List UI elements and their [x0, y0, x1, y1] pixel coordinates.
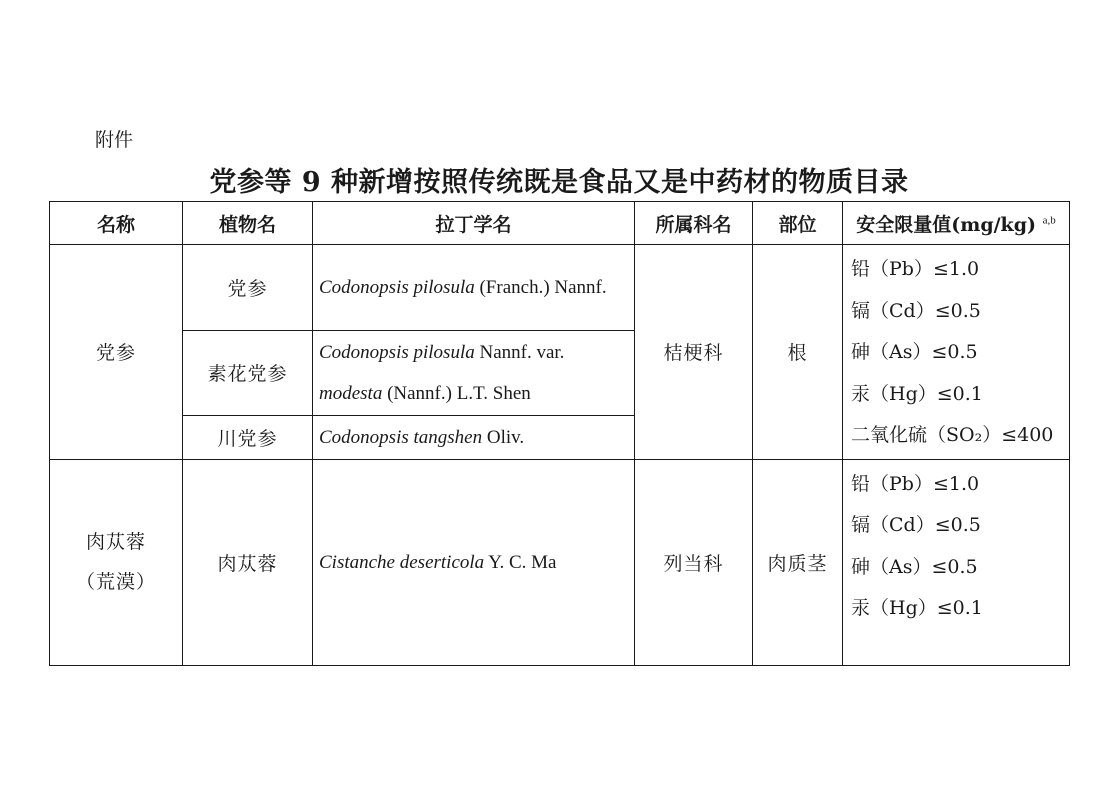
- latin-authority: Oliv.: [482, 426, 525, 448]
- group1-latin-3: [313, 416, 635, 459]
- header-family: 所属科名: [635, 202, 753, 245]
- header-latin: 拉丁学名: [313, 202, 635, 245]
- header-plant: 植物名: [183, 202, 313, 245]
- group2-family: 列当科: [635, 459, 753, 665]
- limit-item: 铅（Pb）≤1.0: [851, 472, 980, 495]
- limit-item: 铅（Pb）≤1.0: [851, 258, 980, 280]
- limit-item: 镉（Cd）≤0.5: [851, 514, 981, 536]
- group2-name-line1: 肉苁蓉: [85, 531, 146, 553]
- group2-name-line2: （荒漠）: [75, 571, 156, 593]
- group1-family: 桔梗科: [635, 245, 753, 460]
- group1-name: 党参: [50, 245, 183, 460]
- limit-item: 汞（Hg）≤0.1: [851, 597, 983, 619]
- group1-latin-2: [313, 330, 635, 416]
- limit-item: 砷（As）≤0.5: [851, 341, 978, 363]
- group1-plant-1: 党参: [183, 245, 313, 331]
- limit-item: 砷（As）≤0.5: [851, 555, 978, 578]
- header-limit-footnote: a,b: [1042, 214, 1056, 227]
- latin-italic: Codonopsis pilosula: [319, 341, 475, 363]
- latin-italic: modesta: [319, 382, 383, 404]
- group1-plant-2: 素花党参: [183, 330, 313, 416]
- group2-plant: 肉苁蓉: [183, 459, 313, 665]
- table-row: [50, 459, 1070, 665]
- latin-italic: Codonopsis tangshen: [319, 426, 483, 448]
- latin-italic: Cistanche deserticola: [319, 551, 485, 573]
- table-header-row: [50, 202, 1070, 245]
- limit-item: 汞（Hg）≤0.1: [851, 382, 983, 405]
- header-limit: [843, 202, 1070, 245]
- document-title: 党参等 9 种新增按照传统既是食品又是中药材的物质目录: [209, 167, 909, 198]
- table-row: [50, 245, 1070, 331]
- group1-limits: [843, 245, 1070, 460]
- group1-part: 根: [753, 245, 843, 460]
- group2-part: 肉质茎: [753, 459, 843, 665]
- latin-authority: Nannf. var.: [474, 341, 565, 363]
- group2-name: [50, 459, 183, 665]
- group1-latin-1: [313, 245, 635, 331]
- latin-authority: (Franch.) Nannf.: [474, 276, 607, 298]
- latin-italic: Codonopsis pilosula: [319, 276, 475, 298]
- attachment-label: 附件: [95, 129, 134, 151]
- header-limit-label: 安全限量值(mg/kg): [856, 213, 1036, 236]
- limit-item: 镉（Cd）≤0.5: [851, 299, 981, 322]
- latin-authority: Y. C. Ma: [484, 551, 557, 573]
- group1-plant-3: 川党参: [183, 416, 313, 459]
- group2-latin: [313, 459, 635, 665]
- group2-limits: [843, 459, 1070, 665]
- latin-authority: (Nannf.) L.T. Shen: [382, 382, 531, 404]
- substance-catalog-table: [49, 201, 1070, 666]
- header-name: 名称: [50, 202, 183, 245]
- limit-item: 二氧化硫（SO₂）≤400: [851, 424, 1054, 446]
- header-part: 部位: [753, 202, 843, 245]
